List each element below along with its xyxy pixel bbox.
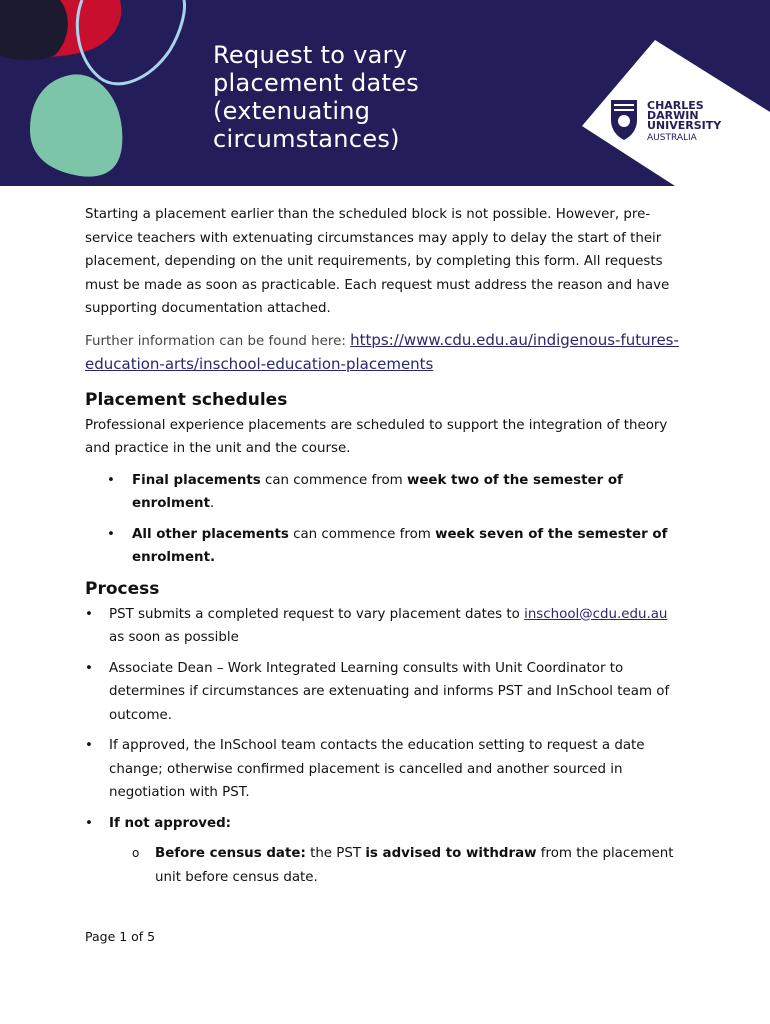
item-bold: All other placements bbox=[132, 526, 289, 542]
further-info-link[interactable]: https://www.cdu.edu.au/indigenous-futures-education-arts/inschool-education-placements bbox=[85, 330, 679, 373]
process-sublist bbox=[85, 842, 685, 889]
item-bold: If not approved: bbox=[109, 815, 232, 831]
list-item bbox=[85, 842, 685, 889]
logo-line-1: CHARLES bbox=[647, 99, 704, 112]
item-text: Associate Dean – Work Integrated Learning consults with Unit Coordinator to determines if circumstances are extenuating and informs PST and InSchool team of outcome. bbox=[109, 660, 670, 723]
item-bold: week two of the semester of enrolment bbox=[132, 472, 623, 511]
bullet-icon: • bbox=[107, 472, 115, 488]
logo-line-2: DARWIN bbox=[647, 109, 699, 122]
bullet-icon: • bbox=[85, 815, 93, 831]
bullet-icon: • bbox=[107, 526, 115, 542]
further-info bbox=[85, 329, 685, 378]
list-item bbox=[85, 657, 685, 728]
schedules-paragraph: Professional experience placements are scheduled to support the integration of theory and practice in the unit and the course. bbox=[85, 417, 668, 456]
item-text: from the placement unit before census date. bbox=[155, 846, 674, 885]
item-text: can commence from bbox=[260, 472, 407, 488]
page-title: Request to vary placement dates (extenuating circumstances) bbox=[213, 41, 420, 153]
process-list bbox=[85, 603, 685, 836]
circle-bullet-icon: o bbox=[132, 846, 140, 860]
item-text: can commence from bbox=[288, 526, 436, 542]
logo-line-3: UNIVERSITY bbox=[647, 119, 722, 132]
further-info-label: Further information can be found here: bbox=[85, 333, 351, 349]
item-bold: is advised to withdraw bbox=[365, 846, 537, 861]
list-item bbox=[85, 734, 685, 805]
item-end: . bbox=[209, 496, 215, 511]
item-bold: Before census date: bbox=[155, 846, 306, 861]
bullet-icon: • bbox=[85, 606, 93, 622]
list-item bbox=[85, 812, 685, 836]
schedules-list bbox=[85, 469, 685, 570]
list-item bbox=[85, 469, 685, 516]
item-text: If approved, the InSchool team contacts the education setting to request a date change; otherwise confirmed placement is cancelled and another sourced in negotiation with PST. bbox=[109, 738, 645, 800]
email-link[interactable]: inschool@cdu.edu.au bbox=[524, 606, 668, 622]
intro-paragraph: Starting a placement earlier than the scheduled block is not possible. However, pre-service teachers with extenuating circumstances may apply to delay the start of their placement, depending on the unit requirements, by completing this form. All requests must be made as soon as practicable. Each request must address the reason and have supporting documentation attached. bbox=[85, 207, 670, 316]
page-number: Page 1 of 5 bbox=[85, 929, 156, 944]
header-banner bbox=[0, 0, 770, 186]
item-end: as soon as possible bbox=[109, 630, 239, 645]
section-heading-process: Process bbox=[85, 578, 160, 599]
decorative-shapes bbox=[0, 0, 200, 186]
document-body bbox=[85, 203, 685, 896]
item-bold: week seven of the semester of enrolment. bbox=[132, 526, 668, 565]
bullet-icon: • bbox=[85, 660, 93, 676]
logo-line-4: AUSTRALIA bbox=[647, 133, 697, 143]
item-text: the PST bbox=[305, 846, 366, 861]
list-item bbox=[85, 603, 685, 650]
item-text: PST submits a completed request to vary placement dates to bbox=[109, 606, 525, 622]
section-heading-schedules: Placement schedules bbox=[85, 389, 288, 410]
list-item bbox=[85, 523, 685, 570]
item-bold: Final placements bbox=[132, 472, 261, 488]
bullet-icon: • bbox=[85, 738, 93, 753]
university-logo bbox=[580, 40, 770, 186]
